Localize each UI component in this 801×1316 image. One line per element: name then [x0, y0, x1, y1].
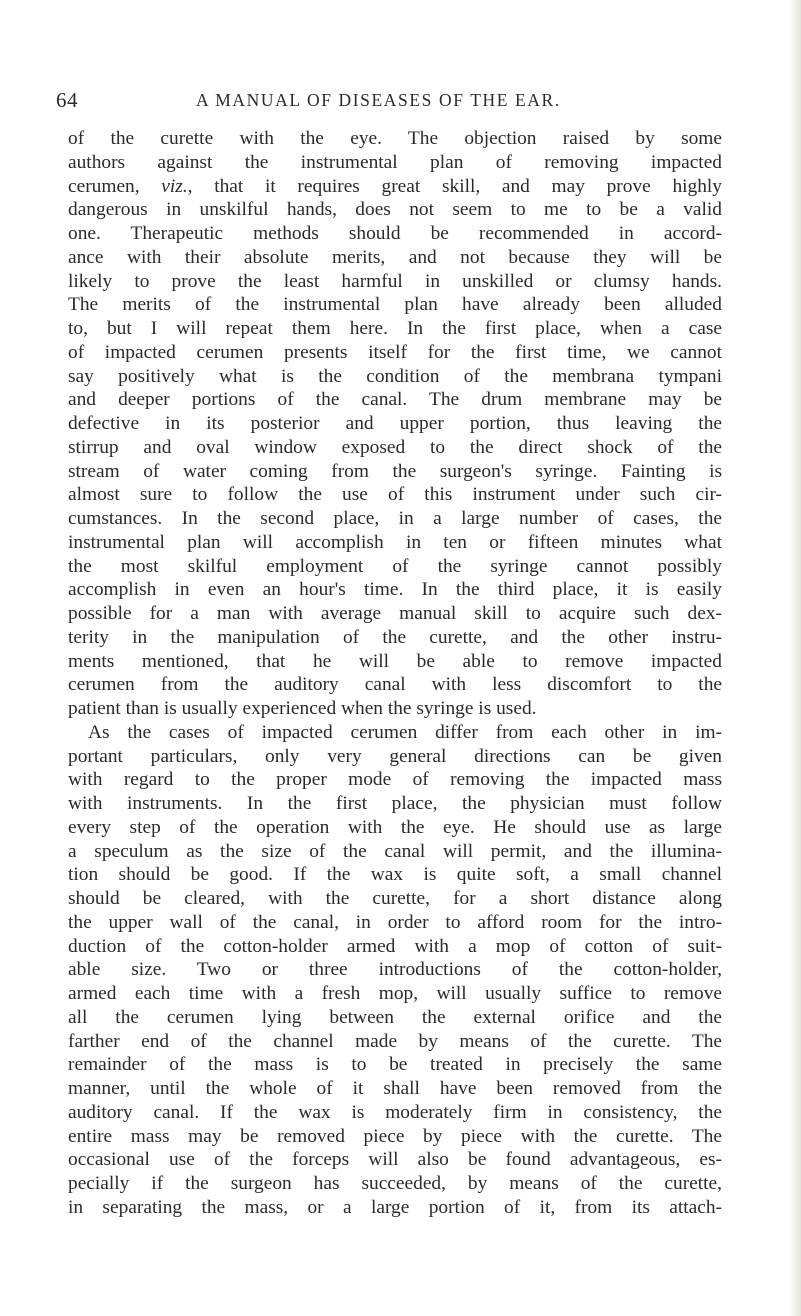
italic-viz: viz. — [161, 175, 188, 197]
text-line: duction of the cotton-holder armed with a mop of cotton of suit- — [68, 935, 722, 957]
text-line: entire mass may be removed piece by piece with the curette. The — [68, 1125, 722, 1147]
page-edge-shadow — [789, 0, 801, 1316]
text-line: one. Therapeutic methods should be recommended in accord- — [68, 223, 722, 244]
running-head — [56, 88, 776, 114]
text-line — [68, 175, 722, 199]
text-line: cerumen from the auditory canal with less discomfort to the — [68, 674, 722, 696]
text-line: authors against the instrumental plan of removing impacted — [68, 151, 722, 173]
text-line: of the curette with the eye. The objection raised by some — [68, 128, 722, 149]
text-span: , that it requires great skill, and may prove highly — [187, 175, 722, 197]
text-line: armed each time with a fresh mop, will usually suffice to remove — [68, 983, 722, 1004]
text-line: say positively what is the condition of the membrana tympani — [68, 365, 722, 387]
text-line: of impacted cerumen presents itself for the first time, we cannot — [68, 341, 722, 363]
text-line: a speculum as the size of the canal will permit, and the illumina- — [68, 840, 722, 862]
text-line: dangerous in unskilful hands, does not seem to me to be a valid — [68, 199, 722, 221]
text-line: terity in the manipulation of the curette, and the other instru- — [68, 626, 722, 648]
text-line: likely to prove the least harmful in unskilled or clumsy hands. — [68, 270, 722, 292]
text-line: with instruments. In the first place, the physician must follow — [68, 793, 722, 814]
text-line: accomplish in even an hour's time. In the third place, it is easily — [68, 579, 722, 601]
text-line: should be cleared, with the curette, for a short distance along — [68, 888, 722, 909]
text-line: portant particulars, only very general directions can be given — [68, 745, 722, 767]
text-line: able size. Two or three introductions of the cotton-holder, — [68, 959, 722, 981]
text-line: farther end of the channel made by means of the curette. The — [68, 1030, 722, 1052]
text-line: remainder of the mass is to be treated in precisely the same — [68, 1054, 722, 1076]
text-line: ments mentioned, that he will be able to remove impacted — [68, 650, 722, 672]
text-line: with regard to the proper mode of removing the impacted mass — [68, 769, 722, 791]
text-line: auditory canal. If the wax is moderately firm in consistency, the — [68, 1101, 722, 1123]
text-line: manner, until the whole of it shall have been removed from the — [68, 1078, 722, 1099]
text-line: instrumental plan will accomplish in ten or fifteen minutes what — [68, 531, 722, 553]
text-line: defective in its posterior and upper portion, thus leaving the — [68, 413, 722, 434]
text-line: The merits of the instrumental plan have already been alluded — [68, 294, 722, 316]
text-line: As the cases of impacted cerumen differ from each other in im- — [88, 721, 722, 743]
text-line: the upper wall of the canal, in order to afford room for the intro- — [68, 911, 722, 933]
text-line: occasional use of the forceps will also be found advantageous, es- — [68, 1149, 722, 1171]
text-line: in separating the mass, or a large portion of it, from its attach- — [68, 1196, 722, 1218]
text-line: possible for a man with average manual skill to acquire such dex- — [68, 603, 722, 624]
text-line: cumstances. In the second place, in a large number of cases, the — [68, 508, 722, 529]
text-line: tion should be good. If the wax is quite soft, a small channel — [68, 864, 722, 886]
text-line: all the cerumen lying between the external orifice and the — [68, 1006, 722, 1028]
text-line: every step of the operation with the eye. He should use as large — [68, 816, 722, 838]
text-line: stream of water coming from the surgeon's syringe. Fainting is — [68, 460, 722, 482]
body-text — [68, 127, 722, 1220]
text-line: pecially if the surgeon has succeeded, by means of the curette, — [68, 1173, 722, 1194]
text-line: stirrup and oval window exposed to the direct shock of the — [68, 436, 722, 458]
text-line: patient than is usually experienced when the syringe is used. — [68, 698, 537, 719]
text-line: the most skilful employment of the syringe cannot possibly — [68, 555, 722, 577]
text-line: to, but I will repeat them here. In the first place, when a case — [68, 318, 722, 339]
text-line: ance with their absolute merits, and not because they will be — [68, 246, 722, 268]
text-span: cerumen, — [68, 175, 162, 197]
text-line: almost sure to follow the use of this instrument under such cir- — [68, 484, 722, 506]
text-line: and deeper portions of the canal. The drum membrane may be — [68, 389, 722, 411]
page-number: 64 — [56, 88, 78, 112]
running-title: A MANUAL OF DISEASES OF THE EAR. — [196, 90, 561, 110]
